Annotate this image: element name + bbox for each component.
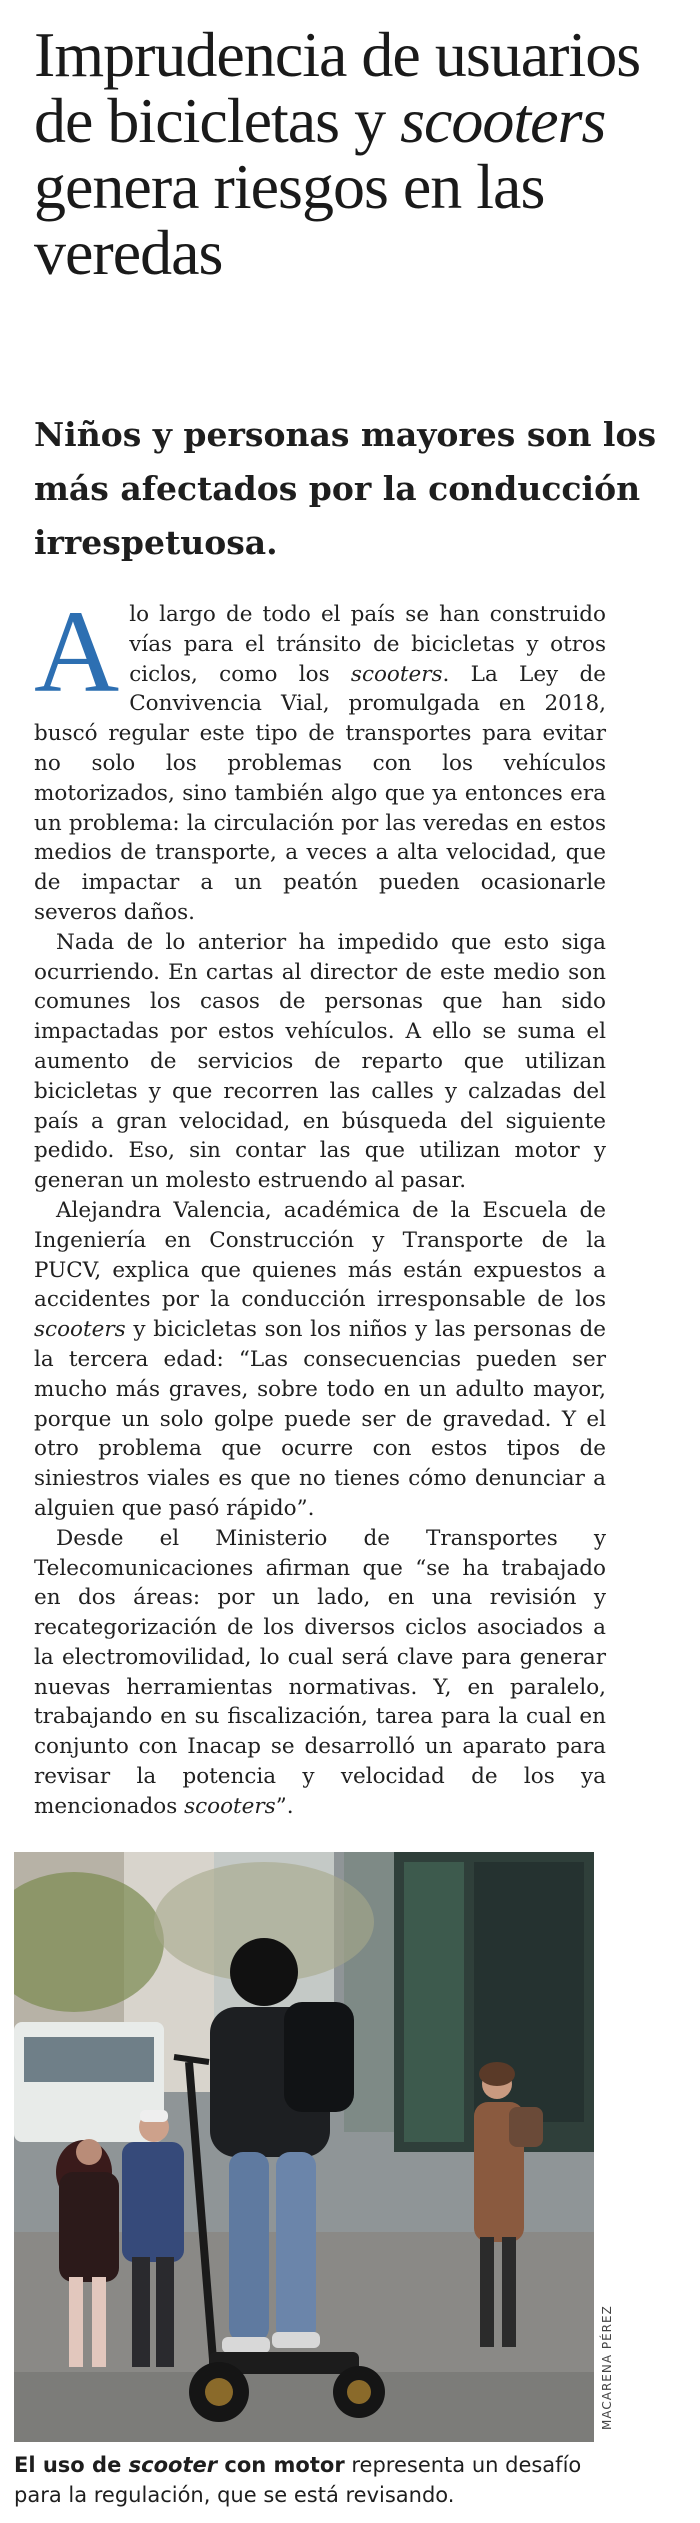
headline-part2: genera riesgos en las veredas xyxy=(34,151,545,288)
paragraph-2: Nada de lo anterior ha impedido que esto siga ocurriendo. En cartas al director de este medio son comunes los casos de personas que han sido impactadas por estos vehículos. A ello se suma el aumento de servicios de reparto que utilizan bicicletas y que recorren las calles y calzadas del país a gran velocidad, en búsqueda del siguiente pedido. Eso, sin contar las que utilizan motor y generan un molesto estruendo al pasar. xyxy=(34,929,606,1194)
caption-bold-2: con motor xyxy=(217,2453,345,2477)
drop-cap: A xyxy=(34,586,120,717)
headline xyxy=(34,19,674,288)
p1-text-1: lo largo de todo el país se han construido vías para el tránsito de bicicletas y otros ciclos, como los xyxy=(129,602,606,687)
p4-text-1: Desde el Ministerio de Transportes y Telecomunicaciones afirman que “se ha trabajado en dos áreas: por un lado, en una revisión y recategorización de los diversos ciclos asociados a la electromovilidad, lo cual será clave para generar nuevas herramientas normativas. Y, en paralelo, trabajando en su fiscalización, tarea para la cual en conjunto con Inacap se desarrolló un aparato para revisar la potencia y velocidad de los ya mencionados xyxy=(34,1525,606,1819)
p1-text-2: . La Ley de Convivencia Vial, promulgada en 2018, buscó regular este tipo de transportes para evitar no solo los problemas con los vehículos motorizados, sino también algo que ya entonces era un problema: la circulación por las veredas en estos medios de transporte, a veces a alta velocidad, que de impactar a un peatón pueden ocasionarle severos daños. xyxy=(34,661,606,925)
scooter-photo-illustration xyxy=(14,1852,594,2442)
paragraph-4 xyxy=(34,1524,606,1822)
headline-part1: Imprudencia de usuarios de bicicletas y xyxy=(34,19,641,156)
photo-credit: MACARENA PÉREZ xyxy=(600,2305,614,2430)
p1-italic: scooters xyxy=(350,661,443,687)
paragraph-1 xyxy=(34,586,606,928)
headline-italic: scooters xyxy=(400,85,606,156)
p4-text-2: ”. xyxy=(275,1793,294,1819)
subheadline: Niños y personas mayores son los más afectados por la conducción irrespetuosa. xyxy=(34,415,657,562)
p3-text-1: Alejandra Valencia, académica de la Escuela de Ingeniería en Construcción y Transporte de la PUCV, explica que quienes más están expuestos a accidentes por la conducción irresponsable de los xyxy=(34,1197,606,1313)
scooter-photo xyxy=(14,1852,594,2442)
p3-text-2: y bicicletas son los niños y las personas de la tercera edad: “Las consecuencias pueden ser mucho más graves, sobre todo en un adulto mayor, porque un solo golpe puede ser de gravedad. Y el otro problema que ocurre con estos tipos de siniestros viales es que no tienes cómo denunciar a alguien que pasó rápido”. xyxy=(34,1317,606,1521)
caption-bold-1: El uso de xyxy=(14,2453,129,2477)
paragraph-3 xyxy=(34,1196,606,1524)
caption-bold-italic: scooter xyxy=(128,2453,218,2477)
article-body xyxy=(34,586,606,1822)
photo-caption xyxy=(14,2450,614,2510)
caption-rest: representa un desafío para la regulación, que se está revisando. xyxy=(14,2453,582,2507)
p4-italic: scooters xyxy=(184,1793,276,1819)
p3-italic: scooters xyxy=(34,1317,126,1343)
